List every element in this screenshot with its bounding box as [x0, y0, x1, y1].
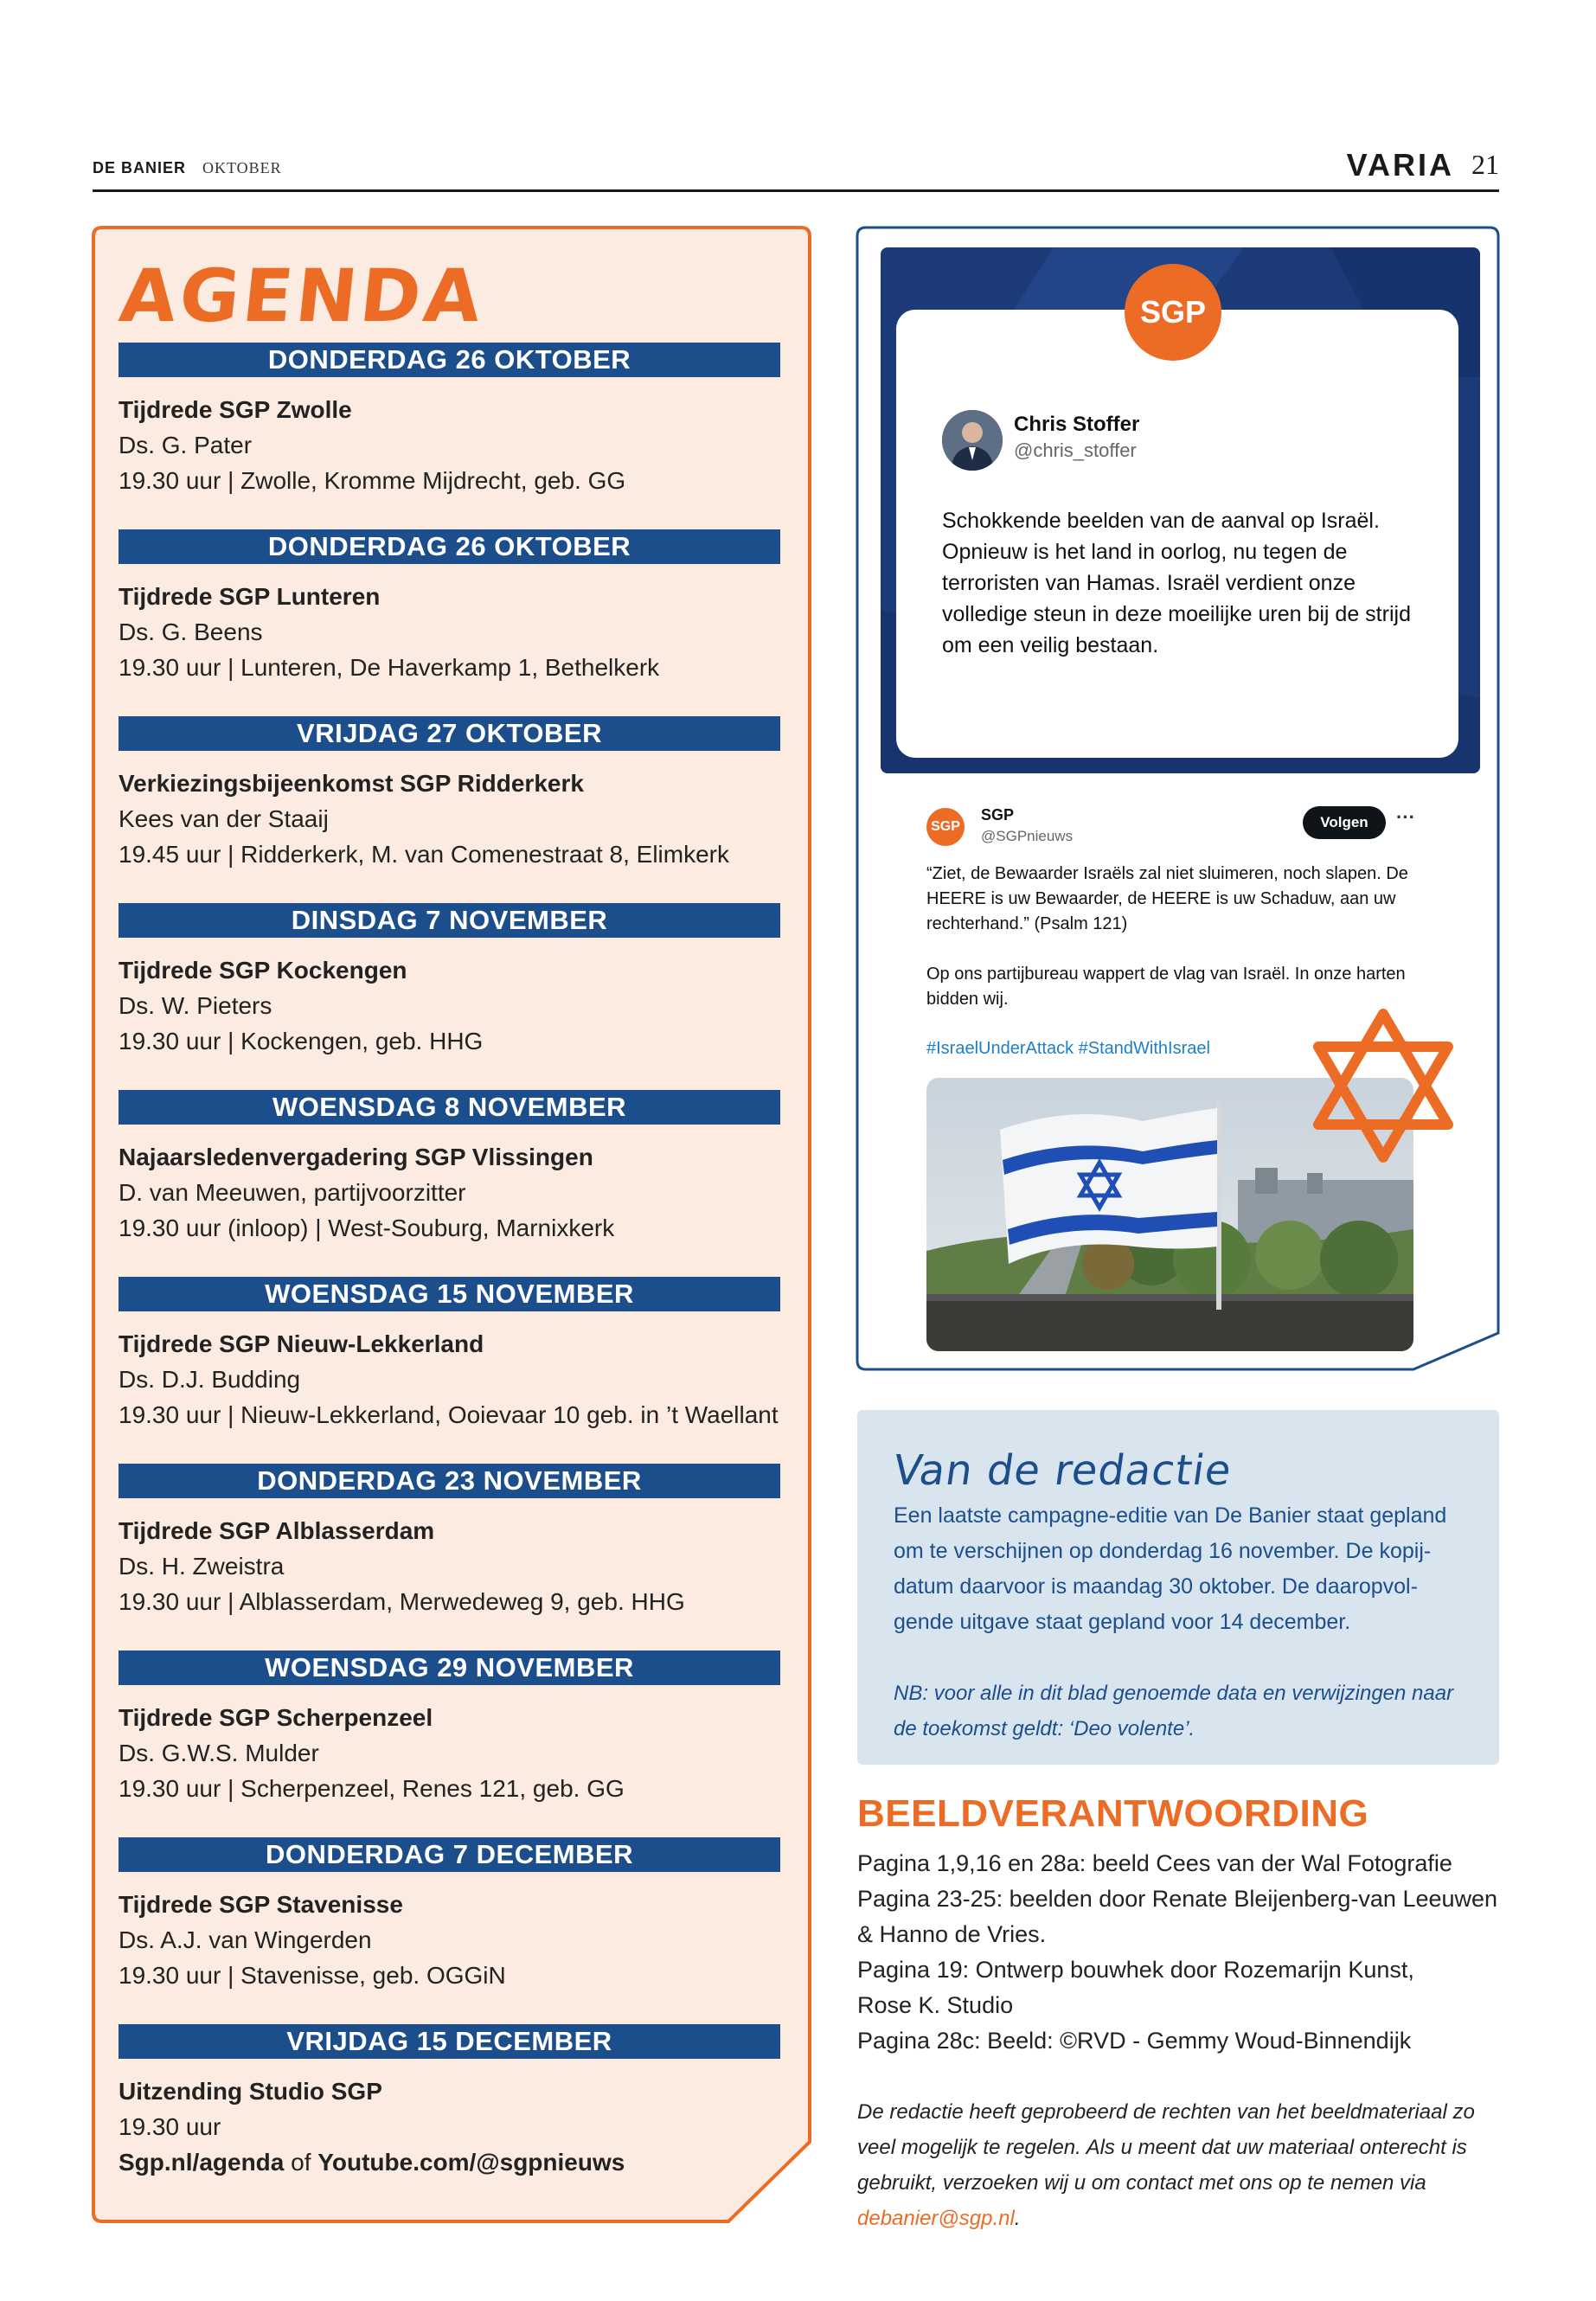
avatar	[942, 410, 1003, 471]
credit-line: & Hanno de Vries.	[857, 1921, 1047, 1947]
link-connector: of	[284, 2149, 318, 2176]
event-details: 19.30 uur (inloop) | West-Souburg, Marnixkerk	[119, 1215, 615, 1241]
post-author-handle: @SGPnieuws	[981, 828, 1074, 844]
event-date: VRIJDAG 15 DECEMBER	[119, 2024, 780, 2059]
event-title: Tijdrede SGP Kockengen	[119, 957, 407, 984]
beeldverantwoording-list	[857, 1846, 1499, 2059]
person-icon	[942, 410, 1003, 471]
redactie-title: Van de redactie	[890, 1446, 1235, 1495]
post-author-name: SGP	[981, 806, 1015, 824]
event-date: DONDERDAG 26 OKTOBER	[119, 343, 780, 377]
event-title: Tijdrede SGP Stavenisse	[119, 1891, 403, 1918]
event-details: 19.30 uur | Zwolle, Kromme Mijdrecht, geb. GG	[119, 467, 626, 494]
agenda-event	[119, 1277, 780, 1464]
agenda-event	[119, 1090, 780, 1277]
event-details: 19.45 uur | Ridderkerk, M. van Comenestraat 8, Elimkerk	[119, 841, 730, 868]
event-details: 19.30 uur | Scherpenzeel, Renes 121, geb. GG	[119, 1775, 625, 1802]
redactie-note: NB: voor alle in dit blad genoemde data en verwijzingen naar de toekomst geldt: ‘Deo volente’.	[894, 1682, 1454, 1740]
event-details: 19.30 uur | Alblasserdam, Merwedeweg 9, geb. HHG	[119, 1588, 685, 1615]
event-speaker: Ds. W. Pieters	[119, 992, 272, 1019]
event-date: WOENSDAG 8 NOVEMBER	[119, 1090, 780, 1125]
event-speaker: Ds. H. Zweistra	[119, 1553, 285, 1580]
event-details: 19.30 uur | Kockengen, geb. HHG	[119, 1028, 484, 1054]
agenda-event	[119, 903, 780, 1090]
credit-line: Pagina 28c: Beeld: ©RVD - Gemmy Woud-Binnendijk	[857, 2028, 1412, 2054]
publication-name: DE BANIER	[93, 159, 187, 176]
event-date: DINSDAG 7 NOVEMBER	[119, 903, 780, 938]
agenda-event	[119, 529, 780, 716]
post-hashtags[interactable]: #IsraelUnderAttack #StandWithIsrael	[926, 1039, 1210, 1058]
page-number: 21	[1471, 149, 1499, 180]
agenda-event	[119, 1464, 780, 1650]
follow-button[interactable]: Volgen	[1303, 806, 1386, 839]
rights-note-end: .	[1014, 2207, 1021, 2230]
agenda-link[interactable]: Sgp.nl/agenda	[119, 2149, 285, 2176]
post-quote: “Ziet, de Bewaarder Israëls zal niet sluimeren, noch slapen. De HEERE is uw Bewaarder, de HEERE is uw Schaduw, aan uw rechterhand.” (Psalm 121)	[926, 864, 1408, 933]
sgp-logo: SGP	[1125, 264, 1221, 361]
post-body: Op ons partijbureau wappert de vlag van Israël. In onze harten bidden wij.	[926, 965, 1406, 1009]
event-date: VRIJDAG 27 OKTOBER	[119, 716, 780, 751]
redactie-text: Een laatste campagne-editie van De Banier staat gepland om te verschijnen op donderdag 16 november. De kopij-datum daarvoor is maandag 30 oktober. De daaropvol-gende uitgave staat gepland voor 14 december.	[894, 1503, 1447, 1634]
beeldverantwoording-title: BEELDVERANTWOORDING	[857, 1792, 1369, 1835]
credit-line: Rose K. Studio	[857, 1992, 1014, 2018]
credit-line: Pagina 23-25: beelden door Renate Bleijenberg-van Leeuwen	[857, 1886, 1498, 1912]
event-title: Najaarsledenvergadering SGP Vlissingen	[119, 1144, 593, 1170]
event-speaker: Kees van der Staaij	[119, 805, 329, 832]
contact-email-link[interactable]: debanier@sgp.nl	[857, 2207, 1015, 2230]
agenda-event	[119, 716, 780, 903]
event-title: Tijdrede SGP Zwolle	[119, 396, 352, 423]
youtube-link[interactable]: Youtube.com/@sgpnieuws	[317, 2149, 625, 2176]
event-details: 19.30 uur | Nieuw-Lekkerland, Ooievaar 10 geb. in ’t Waellant	[119, 1401, 779, 1428]
agenda-title: AGENDA	[115, 253, 489, 338]
star-of-david-icon	[1310, 1003, 1457, 1168]
agenda-event	[119, 1650, 780, 1837]
event-date: WOENSDAG 29 NOVEMBER	[119, 1650, 780, 1685]
event-date: WOENSDAG 15 NOVEMBER	[119, 1277, 780, 1311]
credit-line: Pagina 1,9,16 en 28a: beeld Cees van der Wal Fotografie	[857, 1850, 1452, 1876]
more-options-icon[interactable]: ···	[1396, 806, 1415, 828]
agenda	[115, 253, 780, 2211]
event-title: Uitzending Studio SGP	[119, 2078, 382, 2105]
event-title: Verkiezingsbijeenkomst SGP Ridderkerk	[119, 770, 584, 797]
agenda-event-last	[119, 2024, 780, 2211]
event-title: Tijdrede SGP Nieuw-Lekkerland	[119, 1330, 484, 1357]
agenda-event	[119, 343, 780, 529]
rights-note-text: De redactie heeft geprobeerd de rechten van het beeldmateriaal zo veel mogelijk te regelen. Als u meent dat uw materiaal onterecht is gebruikt, verzoeken wij u om contact met ons op te nemen via	[857, 2100, 1475, 2195]
sgp-avatar: SGP	[926, 808, 965, 846]
tweet-author-handle: @chris_stoffer	[1014, 439, 1137, 461]
section-title: VARIA	[1346, 147, 1454, 183]
event-time: 19.30 uur	[119, 2113, 221, 2140]
event-speaker: Ds. G. Beens	[119, 619, 263, 645]
event-speaker: Ds. G. Pater	[119, 432, 253, 458]
event-speaker: Ds. G.W.S. Mulder	[119, 1740, 319, 1766]
page-header	[93, 147, 1499, 192]
event-details: 19.30 uur | Lunteren, De Haverkamp 1, Bethelkerk	[119, 654, 660, 681]
event-speaker: D. van Meeuwen, partijvoorzitter	[119, 1179, 466, 1206]
event-links	[119, 2144, 780, 2180]
event-title: Tijdrede SGP Lunteren	[119, 583, 381, 610]
event-title: Tijdrede SGP Scherpenzeel	[119, 1704, 433, 1731]
event-speaker: Ds. A.J. van Wingerden	[119, 1926, 372, 1953]
event-title: Tijdrede SGP Alblasserdam	[119, 1517, 435, 1544]
rights-note	[857, 2094, 1499, 2236]
event-speaker: Ds. D.J. Budding	[119, 1366, 301, 1393]
event-date: DONDERDAG 26 OKTOBER	[119, 529, 780, 564]
event-date: DONDERDAG 23 NOVEMBER	[119, 1464, 780, 1498]
event-date: DONDERDAG 7 DECEMBER	[119, 1837, 780, 1872]
tweet-text: Schokkende beelden van de aanval op Israël. Opnieuw is het land in oorlog, nu tegen de terroristen van Hamas. Israël verdient onze volledige steun in deze moeilijke uren bij de strijd om een veilig bestaan.	[942, 509, 1411, 657]
tweet-author-name: Chris Stoffer	[1014, 413, 1140, 436]
agenda-event	[119, 1837, 780, 2024]
credit-line: Pagina 19: Ontwerp bouwhek door Rozemarijn Kunst,	[857, 1957, 1414, 1983]
issue-month: OKTOBER	[202, 159, 282, 176]
event-details: 19.30 uur | Stavenisse, geb. OGGiN	[119, 1962, 506, 1989]
